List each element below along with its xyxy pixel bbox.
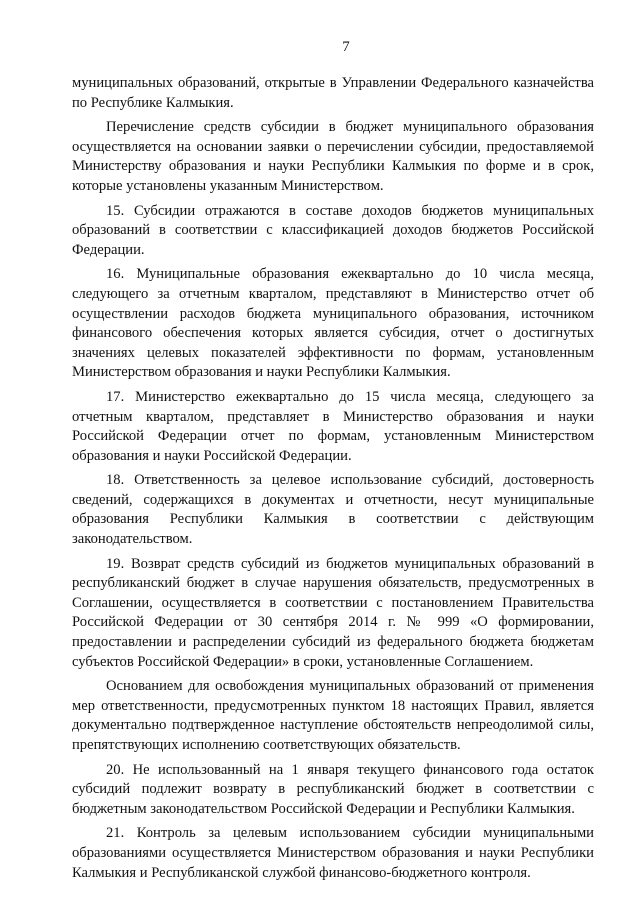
paragraph-15: 15. Субсидии отражаются в составе доходов бюджетов муниципальных образований в соответствии с классификацией доходов бюджетов Российской Федерации. [72, 202, 594, 258]
paragraph-transfer: Перечисление средств субсидии в бюджет муниципального образования осуществляется на основании заявки о перечислении субсидии, предоставляемой Министерству образования и науки Республики Калмыкия по форме и в срок, которые установлены указанным Министерством. [72, 119, 594, 194]
paragraph-continuation: муниципальных образований, открытые в Управлении Федерального казначейства по Республике Калмыкия. [72, 75, 594, 111]
paragraph-20: 20. Не использованный на 1 января текущего финансового года остаток субсидий подлежит возврату в республиканский бюджет в соответствии с бюджетным законодательством Российской Федерации и Республики Калмыкия. [72, 761, 594, 817]
paragraph-17: 17. Министерство ежеквартально до 15 числа месяца, следующего за отчетным кварталом, представляет в Министерство образования и науки Российской Федерации отчет по формам, установленным Министерством образования и науки Российской Федерации. [72, 388, 594, 464]
paragraph-21: 21. Контроль за целевым использованием субсидии муниципальными образованиями осуществляется Министерством образования и науки Республики Калмыкия и Республиканской службой финансово-бюджетного контроля. [72, 825, 594, 881]
paragraph-exemption: Основанием для освобождения муниципальных образований от применения мер ответственности, предусмотренных пунктом 18 настоящих Правил, является документально подтвержденное наступление обстоятельств непреодолимой силы, препятствующих исполнению соответствующих обязательств. [72, 678, 594, 753]
paragraph-16: 16. Муниципальные образования ежеквартально до 10 числа месяца, следующего за отчетным кварталом, представляют в Министерство отчет об осуществлении расходов бюджета муниципального образования, источником финансового обеспечения которых является субсидия, отчет о достигнутых значениях целевых показателей эффективности по формам, установленным Министерством образования и науки Республики Калмыкия. [72, 266, 594, 381]
page-number: 7 [342, 39, 350, 55]
paragraph-19: 19. Возврат средств субсидий из бюджетов муниципальных образований в республиканский бюджет в случае нарушения обязательств, предусмотренных в Соглашении, осуществляется в соответствии с постановлением Правительства Российской Федерации от 30 сентября 2014 г. № 999 «О формировании, предоставлении и распределении субсидий из федерального бюджета бюджетам субъектов Российской Федерации» в сроки, установленные Соглашением. [72, 555, 594, 670]
paragraph-18: 18. Ответственность за целевое использование субсидий, достоверность сведений, содержащихся в документах и отчетности, несут муниципальные образования Республики Калмыкия в соответствии с действующим законодательством. [72, 472, 594, 548]
